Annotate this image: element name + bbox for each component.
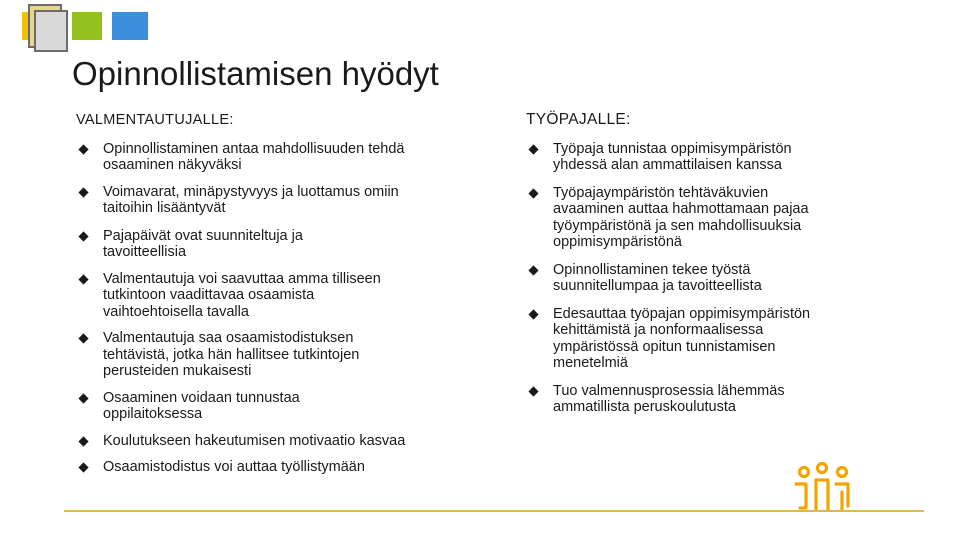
- frame-square-front: [34, 10, 68, 52]
- decorative-squares: [0, 0, 160, 60]
- list-item-text: Tuo valmennusprosessia lähemmäs ammatillista peruskoulutusta: [553, 382, 785, 415]
- blue-square: [112, 12, 148, 40]
- list-item-text: Opinnollistaminen antaa mahdollisuuden tehdä osaaminen näkyväksi: [103, 140, 405, 173]
- right-column: [526, 112, 856, 416]
- list-item: [76, 330, 456, 380]
- list-item-text: Voimavarat, minäpystyvyys ja luottamus omiin taitoihin lisääntyvät: [103, 183, 399, 216]
- diamond-bullet-icon: [528, 265, 538, 275]
- list-item: [526, 141, 856, 174]
- right-bullet-list: [526, 141, 856, 416]
- list-item: [76, 184, 456, 217]
- right-column-heading: TYÖPAJALLE:: [526, 111, 631, 128]
- list-item: [526, 306, 856, 372]
- diamond-bullet-icon: [78, 393, 88, 403]
- list-item: [526, 185, 856, 251]
- list-item: [526, 383, 856, 416]
- list-item-text: Osaaminen voidaan tunnustaa oppilaitoksessa: [103, 389, 300, 422]
- diamond-bullet-icon: [528, 386, 538, 396]
- green-square: [72, 12, 102, 40]
- list-item: [76, 228, 456, 261]
- left-column: [76, 112, 456, 476]
- list-item-text: Edesauttaa työpajan oppimisympäristön kehittämistä ja nonformaalisessa ympäristössä opitun tunnistamisen menetelmiä: [553, 305, 811, 371]
- diamond-bullet-icon: [78, 274, 88, 284]
- diamond-bullet-icon: [528, 188, 538, 198]
- people-figures-logo-icon: [790, 462, 860, 514]
- diamond-bullet-icon: [78, 187, 88, 197]
- diamond-bullet-icon: [528, 309, 538, 319]
- left-bullet-list: [76, 141, 456, 476]
- diamond-bullet-icon: [528, 144, 538, 154]
- list-item: [76, 390, 456, 423]
- list-item-text: Valmentautuja saa osaamistodistuksen tehtävistä, jotka hän hallitsee tutkintojen perusteiden mukaisesti: [103, 330, 360, 379]
- list-item: [526, 262, 856, 295]
- list-item: [76, 433, 456, 450]
- diamond-bullet-icon: [78, 462, 88, 472]
- list-item: [76, 459, 456, 476]
- left-column-heading: VALMENTAUTUJALLE:: [76, 112, 234, 128]
- list-item-text: Opinnollistaminen tekee työstä suunnitellumpaa ja tavoitteellista: [553, 261, 762, 294]
- diamond-bullet-icon: [78, 144, 88, 154]
- list-item-text: Pajapäivät ovat suunniteltuja ja tavoitteellisia: [103, 227, 303, 260]
- slide-title: Opinnollistamisen hyödyt: [72, 55, 439, 92]
- list-item-text: Osaamistodistus voi auttaa työllistymään: [103, 459, 365, 475]
- diamond-bullet-icon: [78, 333, 88, 343]
- list-item-text: Koulutukseen hakeutumisen motivaatio kasvaa: [103, 432, 406, 449]
- list-item: [76, 141, 456, 174]
- list-item-text: Valmentautuja voi saavuttaa amma tilliseen tutkintoon vaadittavaa osaamista vaihtoehtoisella tavalla: [103, 270, 381, 320]
- diamond-bullet-icon: [78, 436, 88, 446]
- list-item: [76, 271, 456, 321]
- list-item-text: Työpajaympäristön tehtäväkuvien avaaminen auttaa hahmottamaan pajaa työympäristönä ja sen mahdollisuuksia oppimisympäristönä: [553, 184, 809, 250]
- list-item-text: Työpaja tunnistaa oppimisympäristön yhdessä alan ammattilaisen kanssa: [553, 140, 792, 173]
- bottom-divider: [64, 510, 924, 512]
- diamond-bullet-icon: [78, 231, 88, 241]
